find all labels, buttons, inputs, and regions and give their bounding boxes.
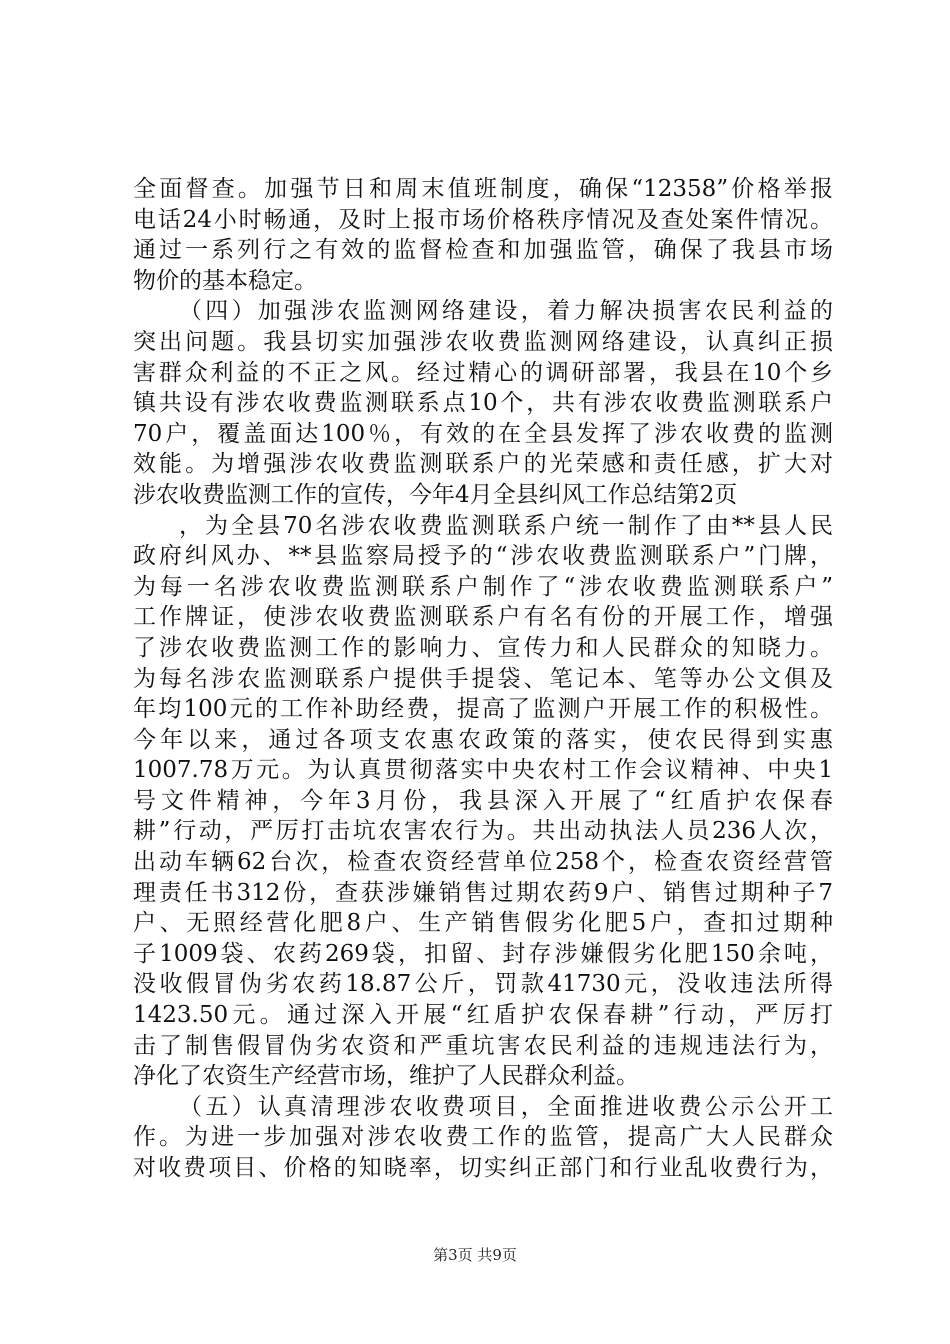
text-line: 害群众利益的不正之风。经过精心的调研部署，我县在10个乡 [133,359,833,386]
text-line: 为每一名涉农收费监测联系户制作了“涉农收费监测联系户” [133,573,833,600]
text-line: 作。为进一步加强对涉农收费工作的监管，提高广大人民群众 [133,1124,833,1151]
text-line: 耕”行动，严厉打击坑农害农行为。共出动执法人员236人次， [133,818,833,845]
text-line: 了涉农收费监测工作的影响力、宣传力和人民群众的知晓力。 [133,634,833,661]
text-line: 子1009袋、农药269袋，扣留、封存涉嫌假劣化肥150余吨， [133,940,833,967]
page-footer: 第3页 共9页 [433,1246,517,1264]
text-line: （四）加强涉农监测网络建设，着力解决损害农民利益的 [179,298,833,325]
text-line: 70户，覆盖面达100％，有效的在全县发挥了涉农收费的监测 [133,420,833,447]
text-line: 电话24小时畅通，及时上报市场价格秩序情况及查处案件情况。 [133,206,833,233]
body-text [133,174,833,1184]
text-line: 镇共设有涉农收费监测联系点10个，共有涉农收费监测联系户 [133,390,833,417]
text-line: 物价的基本稳定。 [133,267,317,294]
text-line: 1007.78万元。为认真贯彻落实中央农村工作会议精神、中央1 [133,757,833,784]
text-line: 效能。为增强涉农收费监测联系户的光荣感和责任感，扩大对 [133,451,833,478]
text-line: 政府纠风办、**县监察局授予的“涉农收费监测联系户”门牌， [133,543,833,570]
text-line: 突出问题。我县切实加强涉农收费监测网络建设，认真纠正损 [133,328,833,355]
text-line: 全面督查。加强节日和周末值班制度，确保“12358”价格举报 [133,176,833,202]
text-line: 年均100元的工作补助经费，提高了监测户开展工作的积极性。 [133,696,833,723]
text-line: 净化了农资生产经营市场，维护了人民群众利益。 [133,1063,639,1090]
text-line: 工作牌证，使涉农收费监测联系户有名有份的开展工作，增强 [133,604,833,631]
text-line: 通过一系列行之有效的监督检查和加强监管，确保了我县市场 [133,237,833,264]
text-line: 1423.50元。通过深入开展“红盾护农保春耕”行动，严厉打 [133,1002,833,1029]
text-line: 户、无照经营化肥8户、生产销售假劣化肥5户，查扣过期种 [133,910,833,937]
text-line: 没收假冒伪劣农药18.87公斤，罚款41730元，没收违法所得 [133,971,833,998]
text-line: ，为全县70名涉农收费监测联系户统一制作了由**县人民 [179,512,833,539]
text-line: 理责任书312份，查获涉嫌销售过期农药9户、销售过期种子7 [133,879,833,906]
text-line: 击了制售假冒伪劣农资和严重坑害农民利益的违规违法行为， [133,1032,833,1059]
text-line: 对收费项目、价格的知晓率，切实纠正部门和行业乱收费行为， [133,1155,833,1181]
text-line: 为每名涉农监测联系户提供手提袋、笔记本、笔等办公文俱及 [133,665,833,692]
text-line: 号文件精神，今年3月份，我县深入开展了“红盾护农保春 [133,787,833,814]
text-line: 涉农收费监测工作的宣传，今年4月全县纠风工作总结第2页 [133,481,738,508]
text-line: （五）认真清理涉农收费项目，全面推进收费公示公开工 [179,1093,833,1120]
text-line: 出动车辆62台次，检查农资经营单位258个，检查农资经营管 [133,849,833,876]
text-line: 今年以来，通过各项支农惠农政策的落实，使农民得到实惠 [133,726,833,753]
